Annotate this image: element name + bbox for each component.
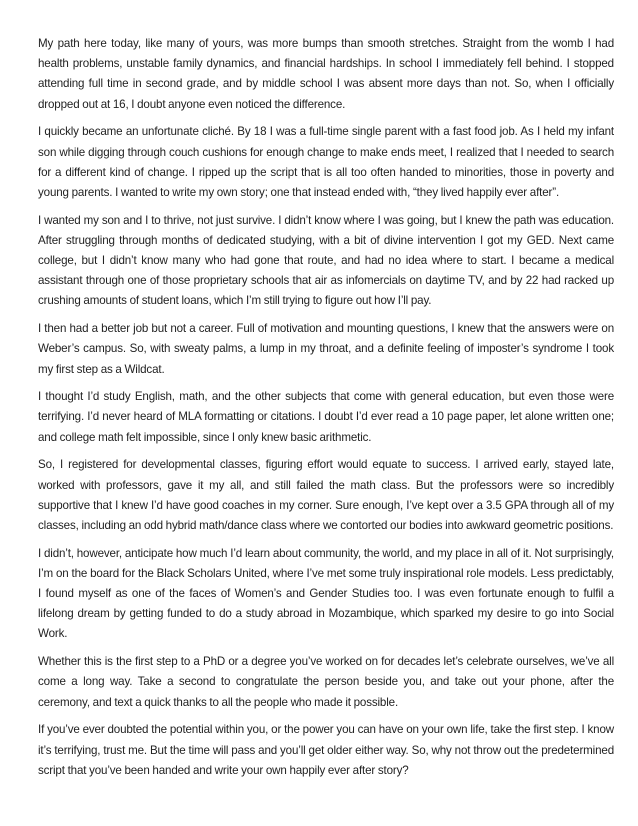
paragraph-3: I wanted my son and I to thrive, not just survive. I didn’t know where I was going, but I knew the path was education. After struggling through months of dedicated studying, with a bit of divine intervention I got my GED. Next came college, but I didn’t know many who had gone that route, and had no idea where to start. I became a medical assistant through one of those proprietary schools that air as infomercials on daytime TV, and by 22 had racked up crushing amounts of student loans, which I’m still trying to figure out how I’ll pay. (38, 213, 614, 308)
paragraph-1: My path here today, like many of yours, was more bumps than smooth stretches. Straight from the womb I had health problems, unstable family dynamics, and financial hardships. In school I immediately fell behind. I stopped attending full time in second grade, and by middle school I was absent more days than not. So, when I officially dropped out at 16, I doubt anyone even noticed the difference. (38, 37, 614, 111)
paragraph-8: Whether this is the first step to a PhD or a degree you’ve worked on for decades let’s celebrate ourselves, we’ve all come a long way. Take a second to congratulate the person beside you, and take out your phone, after the ceremony, and text a quick thanks to all the people who made it possible. (38, 655, 614, 709)
paragraph-7: I didn’t, however, anticipate how much I’d learn about community, the world, and my place in all of it. Not surprisingly, I’m on the board for the Black Scholars United, where I’ve met some truly inspirational role models. Less predictably, I found myself as one of the faces of Women’s and Gender Studies too. I was even fortunate enough to fulfil a lifelong dream by getting funded to do a study abroad in Mozambique, which sparked my desire to go into Social Work. (38, 546, 614, 641)
paragraph-6: So, I registered for developmental classes, figuring effort would equate to success. I arrived early, stayed late, worked with professors, gave it my all, and still failed the math class. But the professors were so incredibly supportive that I knew I’d have good coaches in my corner. Sure enough, I’ve kept over a 3.5 GPA through all of my classes, including an odd hybrid math/dance class where we contorted our bodies into awkward geometric positions. (38, 458, 614, 532)
paragraph-5: I thought I’d study English, math, and the other subjects that come with general education, but even those were terrifying. I’d never heard of MLA formatting or citations. I doubt I’d ever read a 10 page paper, let alone written one; and college math felt impossible, since I only knew basic arithmetic. (38, 390, 614, 444)
paragraph-9: If you’ve ever doubted the potential within you, or the power you can have on your own life, take the first step. I know it’s terrifying, trust me. But the time will pass and you’ll get older either way. So, why not throw out the predetermined script that you’ve been handed and write your own happily ever after story? (38, 723, 614, 777)
paragraph-2: I quickly became an unfortunate cliché. By 18 I was a full-time single parent with a fast food job. As I held my infant son while digging through couch cushions for enough change to make ends meet, I realized that I needed to search for a different kind of change. I ripped up the script that is all too often handed to minorities, those in poverty and young parents. I wanted to write my own story; one that instead ended with, “they lived happily ever after”. (38, 125, 614, 199)
paragraph-4: I then had a better job but not a career. Full of motivation and mounting questions, I knew that the answers were on Weber’s campus. So, with sweaty palms, a lump in my throat, and a definite feeling of imposter’s syndrome I took my first step as a Wildcat. (38, 322, 614, 376)
